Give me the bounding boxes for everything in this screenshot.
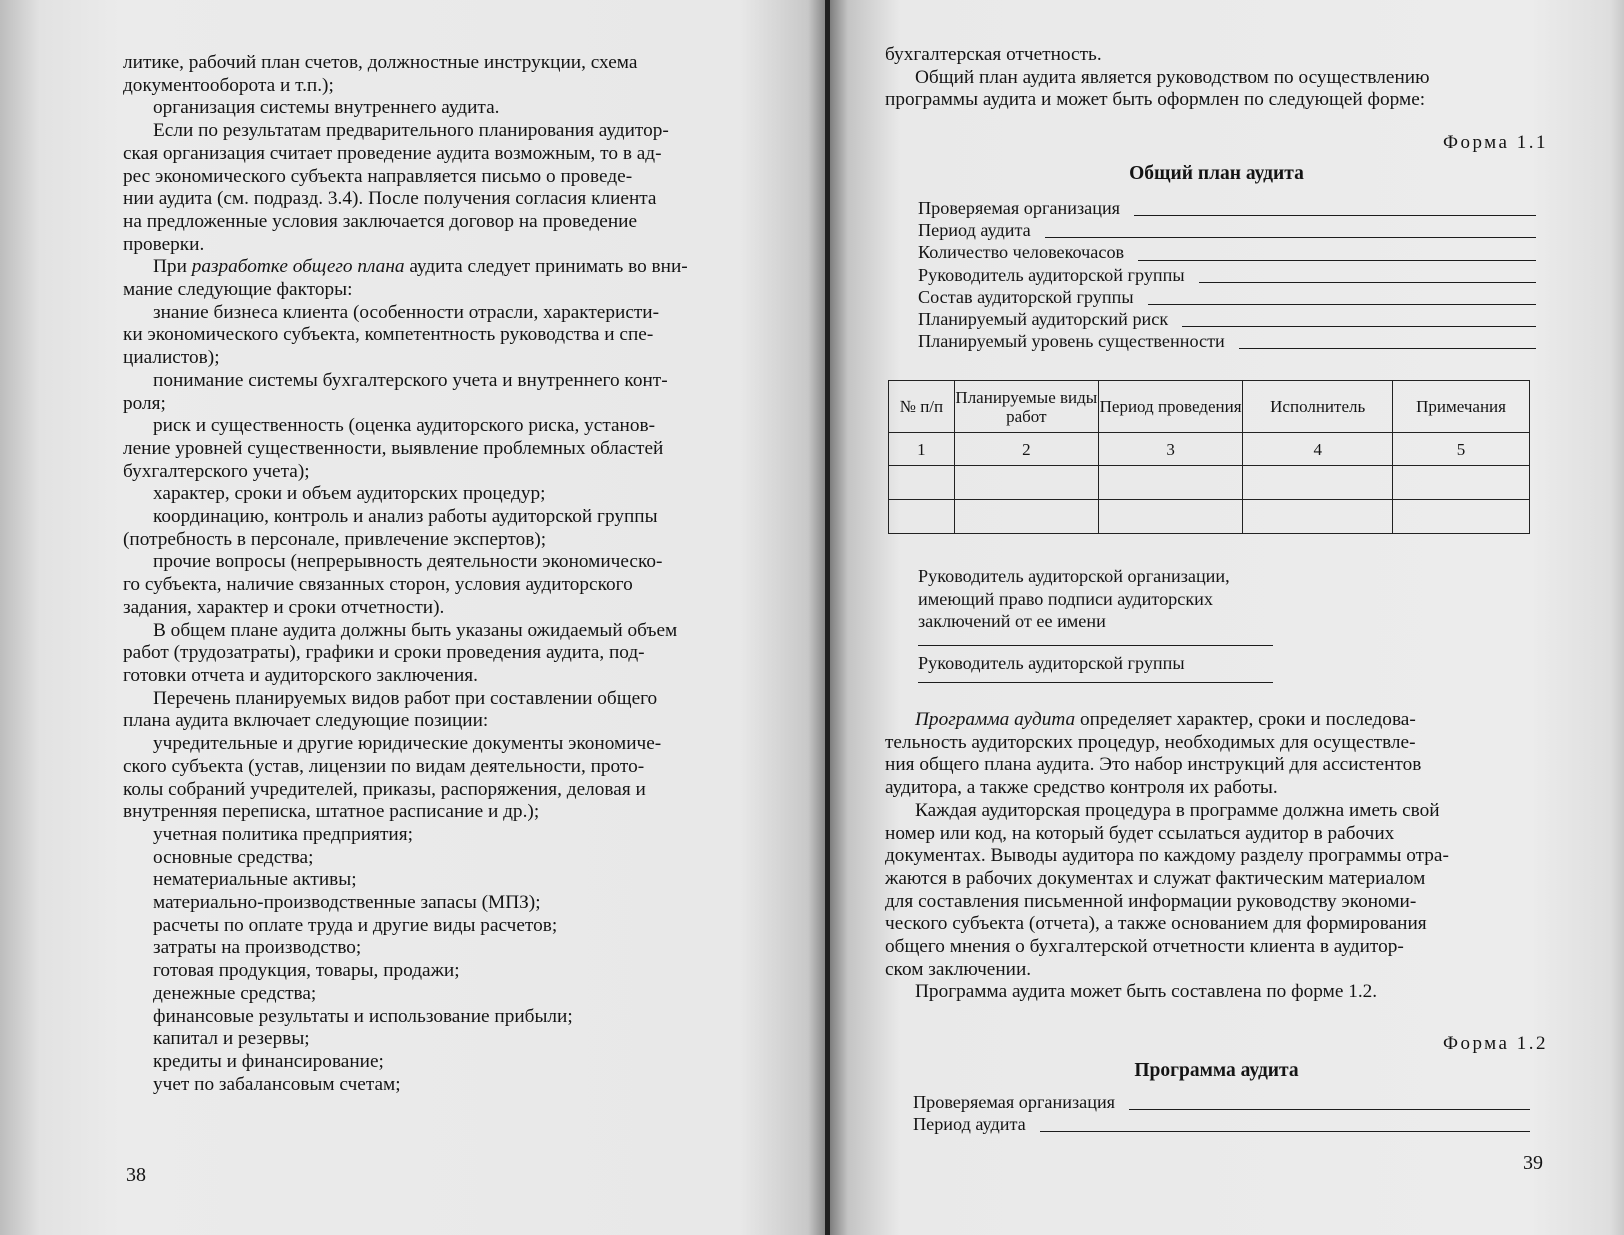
table-cell[interactable] [954,466,1098,500]
text-line: литике, рабочий план счетов, должностные инструкции, схема [123,52,638,73]
list-item: основные средства; [153,846,314,868]
table-row [889,500,1530,534]
field-blank-line[interactable] [1040,1117,1530,1132]
text-line: риск и существенность (оценка аудиторского риска, установ- [153,415,656,437]
text-line: Программа аудита может быть составлена по форме 1.2. [915,981,1378,1003]
form-1-1-fields [918,197,1536,352]
signature-line[interactable] [918,635,1273,646]
field-blank-line[interactable] [1134,201,1536,216]
text-line: ки экономического субъекта, компетентность руководства и спе- [123,324,654,346]
text-line: номер или код, на который будет ссылаться аудитор в рабочих [885,822,1395,844]
form-title: Программа аудита [1134,1060,1299,1081]
field-label: Проверяемая организация [913,1092,1116,1112]
text-line: проверки. [123,233,205,255]
list-item: учет по забалансовым счетам; [153,1073,401,1095]
form-title: Общий план аудита [1129,163,1304,184]
text-line: жаются в рабочих документах и служат фактическим материалом [885,867,1426,889]
text-line: аудитора, а также средство контроля их работы. [885,777,1278,799]
table-header-cell: Период проведения [1098,381,1243,433]
text-line: прочие вопросы (непрерывность деятельности экономическо- [153,551,663,573]
left-page-text [123,52,790,1096]
form-label: Форма 1.1 [1442,132,1548,153]
field-blank-line[interactable] [1148,290,1536,305]
field-blank-line[interactable] [1138,246,1536,261]
form-field[interactable] [918,264,1536,286]
text-line: бухгалтерского учета); [123,460,310,482]
text-line: бухгалтерская отчетность. [885,44,1102,65]
italic-term: разработке общего плана [191,256,405,278]
text-line: для составления письменной информации руководству экономи- [885,890,1417,912]
form-field[interactable] [918,219,1536,241]
form-field[interactable] [918,286,1536,308]
text-line: го субъекта, наличие связанных сторон, условия аудиторского [123,574,633,596]
form-field[interactable] [918,308,1536,330]
field-label: Период аудита [913,1114,1026,1135]
table-cell[interactable] [1243,466,1393,500]
table-cell[interactable] [1243,500,1393,534]
list-item: денежные средства; [153,982,317,1004]
signature-caption: Руководитель аудиторской организации, [918,566,1230,586]
table-cell[interactable] [1098,466,1243,500]
field-label: Проверяемая организация [918,198,1121,218]
field-label: Планируемый аудиторский риск [918,309,1169,330]
text-line: мание следующие факторы: [123,279,353,301]
form-field[interactable] [918,197,1536,219]
list-item: затраты на производство; [153,937,362,959]
text-line: знание бизнеса клиента (особенности отрасли, характеристи- [153,301,660,323]
list-item: финансовые результаты и использование прибыли; [153,1005,573,1027]
text-line: документооборота и т.п.); [123,74,334,96]
text-line: ния общего плана аудита. Это набор инструкций для ассистентов [885,754,1422,776]
form-1-2-fields [913,1091,1530,1135]
text-run: При [153,256,192,278]
form-1-1-title-wrap [885,163,1548,185]
text-line: ская организация считает проведение аудита возможным, то в ад- [123,142,662,164]
field-label: Период аудита [918,220,1031,241]
table-header-cell: № п/п [889,381,955,433]
text-line: рес экономического субъекта направляется письмо о проведе- [123,165,633,187]
table-cell: 2 [954,433,1098,466]
text-run: аудита следует принимать во вни- [404,256,688,278]
text-line: организация системы внутреннего аудита. [153,97,500,119]
field-label: Количество человекочасов [918,242,1125,263]
text-line: учредительные и другие юридические документы экономиче- [153,733,662,755]
text-line-mixed [885,709,1550,732]
text-line: понимание системы бухгалтерского учета и внутреннего конт- [153,369,668,391]
form-1-1-label-wrap [885,132,1548,154]
text-line: (потребность в персонале, привлечение экспертов); [123,528,547,550]
table-number-row [889,433,1530,466]
field-label: Планируемый уровень существенности [918,331,1225,352]
text-line: циалистов); [123,347,220,369]
signature-caption: имеющий право подписи аудиторских [918,588,1214,609]
text-line-mixed [123,256,790,279]
text-line: на предложенные условия заключается договор на проведение [123,210,638,232]
text-line: общего мнения о бухгалтерской отчетности клиента в аудитор- [885,936,1404,958]
table-cell[interactable] [954,500,1098,534]
list-item: капитал и резервы; [153,1028,310,1050]
text-line: роля; [123,392,166,414]
table-cell[interactable] [889,500,955,534]
table-header-row [889,381,1530,433]
right-intro-text [885,44,1550,112]
text-line: ском заключении. [885,958,1032,980]
right-page [830,0,1624,1235]
signature-line[interactable] [918,674,1273,683]
form-1-2-label-wrap [885,1033,1548,1055]
form-field[interactable] [918,330,1536,352]
text-line: ского субъекта (устав, лицензии по видам деятельности, прото- [123,755,645,777]
list-item: нематериальные активы; [153,869,357,891]
text-line: В общем плане аудита должны быть указаны ожидаемый объем [153,619,678,641]
form-field[interactable] [913,1091,1530,1113]
text-line: плана аудита включает следующие позиции: [123,710,489,732]
table-row [889,466,1530,500]
field-blank-line[interactable] [1182,312,1536,327]
list-item: материально-производственные запасы (МПЗ); [153,892,541,914]
text-line: Перечень планируемых видов работ при составлении общего [153,687,658,709]
form-field[interactable] [913,1113,1530,1135]
text-line: Каждая аудиторская процедура в программе должна иметь свой [915,799,1440,821]
signature-caption: заключений от ее имени [918,611,1106,631]
signature-block [918,565,1318,683]
text-line: колы собраний учредителей, приказы, распоряжения, деловая и [123,778,646,800]
field-label: Состав аудиторской группы [918,286,1134,307]
list-item: готовая продукция, товары, продажи; [153,960,460,982]
text-line: работ (трудозатраты), графики и сроки проведения аудита, под- [123,642,645,664]
table-header-cell: Примечания [1393,381,1530,433]
audit-plan-table [888,380,1530,534]
field-label: Руководитель аудиторской группы [918,264,1185,285]
list-item: учетная политика предприятия; [153,823,413,845]
table-cell[interactable] [1393,500,1530,534]
form-field[interactable] [918,241,1536,263]
text-line: готовки отчета и аудиторского заключения. [123,664,478,686]
table-cell: 4 [1243,433,1393,466]
italic-term: Программа аудита [915,709,1076,730]
table-cell[interactable] [889,466,955,500]
form-1-2-title-wrap [885,1060,1548,1082]
text-line: программы аудита и может быть оформлен по следующей форме: [885,89,1426,111]
text-line: Если по результатам предварительного планирования аудитор- [153,120,669,142]
text-run: определяет характер, сроки и последова- [1075,709,1416,730]
text-line: нии аудита (см. подразд. 3.4). После получения согласия клиента [123,188,657,210]
field-blank-line[interactable] [1199,268,1536,283]
text-line: ческого субъекта (отчета), а также основанием для формирования [885,913,1427,935]
right-body-text [885,709,1550,1004]
table-header-cell: Планируемые виды работ [954,381,1098,433]
form-label: Форма 1.2 [1442,1033,1548,1054]
signature-caption: Руководитель аудиторской группы [918,652,1185,673]
table-cell: 5 [1393,433,1530,466]
text-line: координацию, контроль и анализ работы аудиторской группы [153,506,658,528]
field-blank-line[interactable] [1239,334,1536,349]
text-line: документах. Выводы аудитора по каждому разделу программы отра- [885,845,1449,867]
table-cell[interactable] [1393,466,1530,500]
text-line: ление уровней существенности, выявление проблемных областей [123,437,664,459]
table-header-cell: Исполнитель [1243,381,1393,433]
table-cell[interactable] [1098,500,1243,534]
list-item: расчеты по оплате труда и другие виды расчетов; [153,914,558,936]
page-number: 38 [126,1164,146,1186]
text-line: задания, характер и сроки отчетности). [123,596,445,618]
table-cell: 3 [1098,433,1243,466]
table-cell: 1 [889,433,955,466]
text-line: характер, сроки и объем аудиторских процедур; [153,483,546,505]
page-number: 39 [1523,1152,1543,1174]
list-item: кредиты и финансирование; [153,1050,384,1072]
text-line: внутренняя переписка, штатное расписание и др.); [123,801,540,823]
field-blank-line[interactable] [1045,223,1536,238]
field-blank-line[interactable] [1129,1095,1530,1110]
text-line: Общий план аудита является руководством по осуществлению [915,66,1430,88]
text-line: тельность аудиторских процедур, необходимых для осуществле- [885,731,1416,753]
